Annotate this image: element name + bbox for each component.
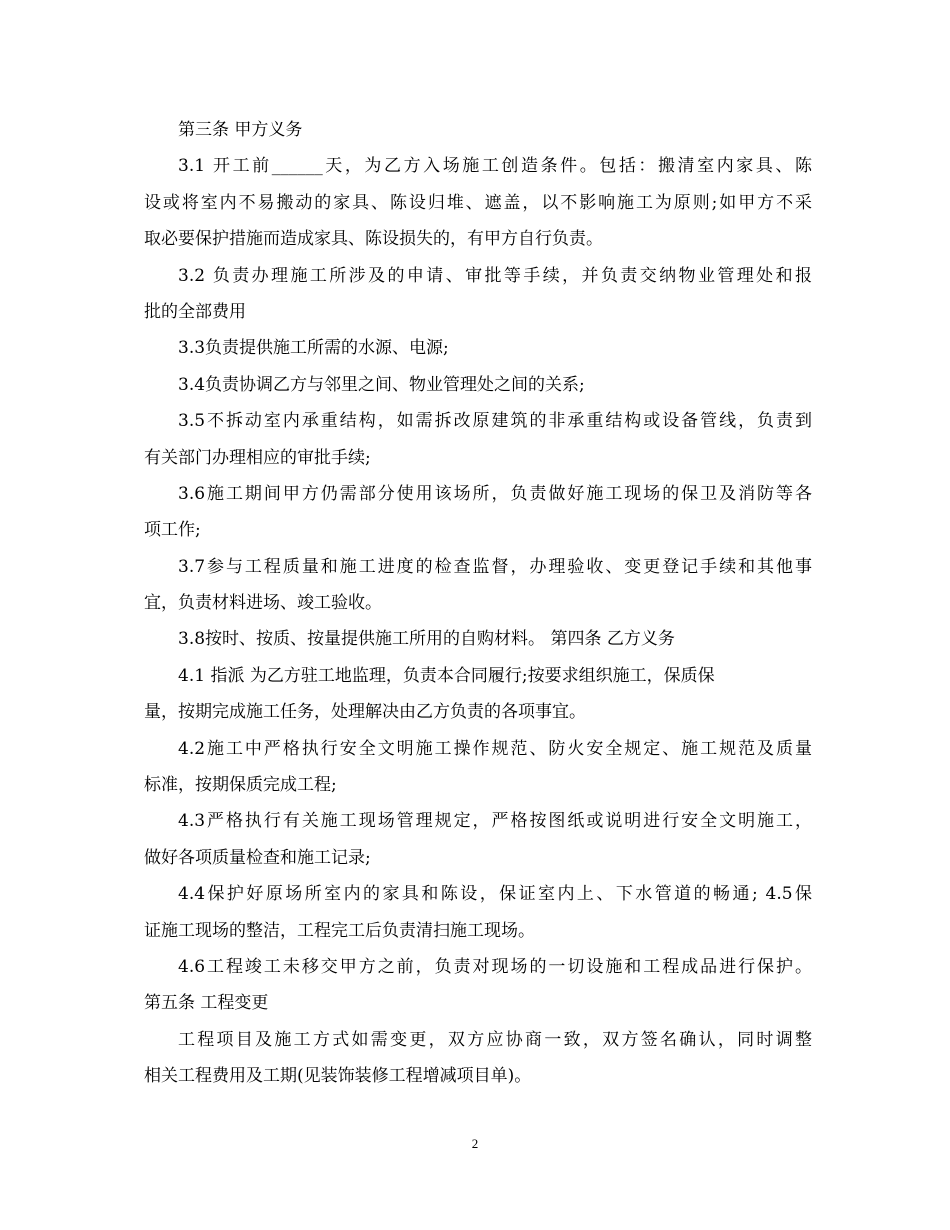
text-line: 3.1 开工前______天，为乙方入场施工创造条件。包括：搬清室内家具、陈 <box>178 156 812 177</box>
clause-heading-3: 第三条 甲方义务 <box>178 120 303 140</box>
text-line: 宜，负责材料进场、竣工验收。 <box>144 593 382 614</box>
text-line: 证施工现场的整洁，工程完工后负责清扫施工现场。 <box>144 920 535 941</box>
clause-heading-5: 第五条 工程变更 <box>144 993 269 1014</box>
text-line: 项工作; <box>144 520 201 541</box>
text-line: 取必要保护措施而造成家具、陈设损失的，有甲方自行负责。 <box>144 229 603 250</box>
text-line: 3.5不拆动室内承重结构，如需拆改原建筑的非承重结构或设备管线，负责到 <box>178 411 812 432</box>
text-line: 3.7参与工程质量和施工进度的检查监督，办理验收、变更登记手续和其他事 <box>178 556 812 577</box>
text-line: 4.6工程竣工未移交甲方之前，负责对现场的一切设施和工程成品进行保护。 <box>178 956 812 977</box>
text-line: 3.4负责协调乙方与邻里之间、物业管理处之间的关系; <box>178 374 585 395</box>
text-line: 4.3严格执行有关施工现场管理规定，严格按图纸或说明进行安全文明施工， <box>178 811 812 832</box>
text-line: 量，按期完成施工任务，处理解决由乙方负责的各项事宜。 <box>144 702 586 723</box>
text-line: 4.1 指派 为乙方驻工地监理，负责本合同履行;按要求组织施工，保质保 <box>178 665 715 686</box>
text-line: 做好各项质量检查和施工记录; <box>144 847 371 868</box>
text-line: 3.6施工期间甲方仍需部分使用该场所，负责做好施工现场的保卫及消防等各 <box>178 483 812 504</box>
page-number: 2 <box>471 1136 479 1151</box>
text-line: 有关部门办理相应的审批手续; <box>144 447 371 468</box>
text-line: 4.2施工中严格执行安全文明施工操作规范、防火安全规定、施工规范及质量 <box>178 738 812 759</box>
text-line: 设或将室内不易搬动的家具、陈设归堆、遮盖，以不影响施工为原则;如甲方不采 <box>144 192 812 213</box>
text-line: 3.2 负责办理施工所涉及的申请、审批等手续，并负责交纳物业管理处和报 <box>178 265 812 286</box>
text-line: 批的全部费用 <box>144 301 246 322</box>
text-line: 相关工程费用及工期(见装饰装修工程增减项目单)。 <box>144 1066 532 1087</box>
text-line: 3.8按时、按质、按量提供施工所用的自购材料。 第四条 乙方义务 <box>178 629 675 650</box>
text-line: 标准，按期保质完成工程; <box>144 775 337 796</box>
text-line: 4.4保护好原场所室内的家具和陈设，保证室内上、下水管道的畅通; 4.5保 <box>178 884 812 905</box>
text-line: 3.3负责提供施工所需的水源、电源; <box>178 338 449 359</box>
document-body <box>144 112 812 1095</box>
text-line: 工程项目及施工方式如需变更，双方应协商一致，双方签名确认，同时调整 <box>178 1029 812 1050</box>
